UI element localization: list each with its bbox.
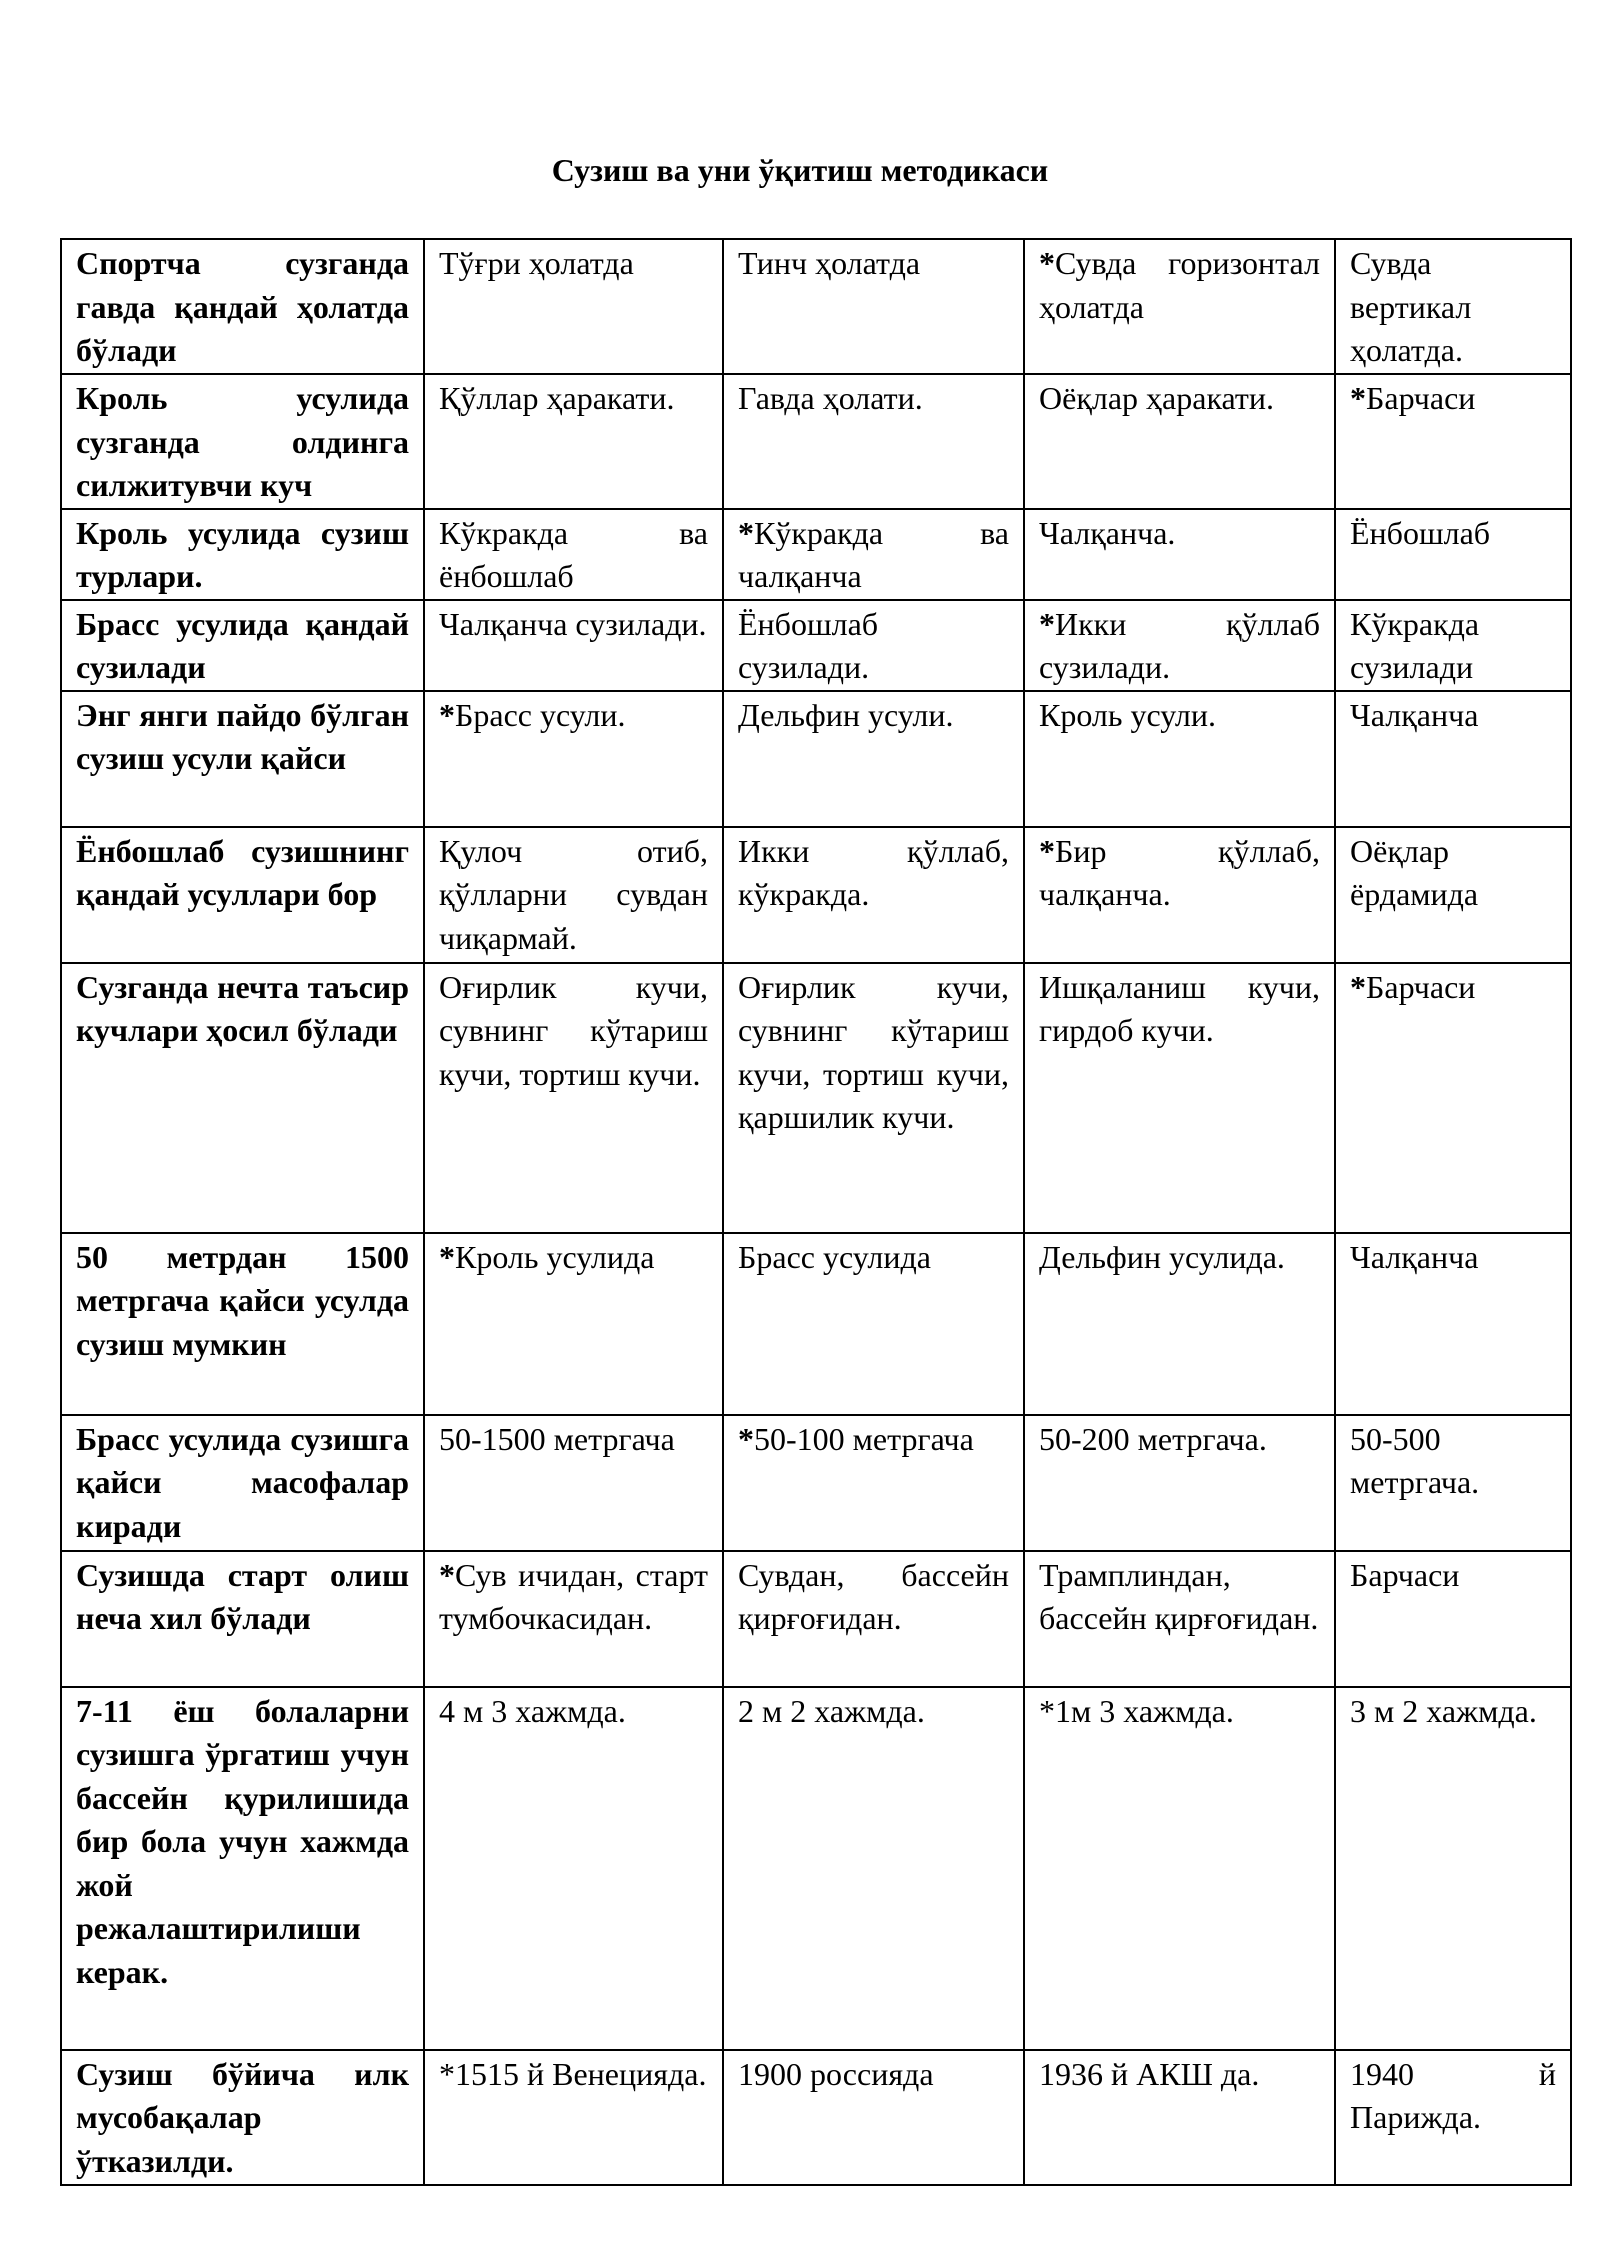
answer-cell [1335, 691, 1571, 827]
answer-cell [424, 509, 723, 600]
answer-cell [424, 600, 723, 691]
answer-text: Бир қўллаб, чалқанча. [1039, 832, 1320, 912]
answer-cell [424, 691, 723, 827]
table-row [61, 827, 1571, 963]
answer-cell [1335, 1415, 1571, 1551]
answer-text: *1м 3 хажмда. [1039, 1692, 1234, 1729]
answer-cell [1335, 963, 1571, 1233]
quiz-table-body [61, 239, 1571, 2185]
answer-cell [723, 509, 1024, 600]
page-title: Сузиш ва уни ўқитиш методикаси [551, 152, 1049, 188]
answer-text: Чалқанча [1350, 696, 1479, 733]
table-row [61, 509, 1571, 600]
answer-cell [1024, 2050, 1335, 2185]
answer-text: 1936 й АКШ да. [1039, 2055, 1260, 2092]
answer-cell [424, 1687, 723, 2050]
quiz-table [60, 238, 1572, 2186]
answer-text: 4 м 3 хажмда. [439, 1692, 626, 1729]
answer-cell [1024, 1233, 1335, 1415]
answer-cell [1024, 374, 1335, 509]
answer-text: Сувда вертикал ҳолатда. [1350, 245, 1472, 368]
question-cell: Энг янги пайдо бўлган сузиш усули қайси [61, 691, 424, 827]
answer-text: 50-200 метргача. [1039, 1420, 1267, 1457]
correct-answer-marker: * [439, 1238, 455, 1275]
answer-cell [723, 963, 1024, 1233]
question-cell: Сузишда старт олиш неча хил бўлади [61, 1551, 424, 1687]
answer-cell [1024, 963, 1335, 1233]
answer-cell [723, 691, 1024, 827]
answer-cell [1024, 1551, 1335, 1687]
question-cell: Сузганда нечта таъсир кучлари ҳосил бўлади [61, 963, 424, 1233]
answer-text: Гавда ҳолати. [738, 380, 923, 416]
question-cell: Ёнбошлаб сузишнинг қандай усуллари бор [61, 827, 424, 963]
answer-text: Икки қўллаб, кўкракда. [738, 832, 1009, 912]
answer-cell [723, 239, 1024, 374]
answer-cell [723, 2050, 1024, 2185]
answer-text: *1515 й Венецияда. [439, 2055, 707, 2092]
answer-cell [424, 1551, 723, 1687]
answer-text: 50-500 метргача. [1350, 1420, 1480, 1500]
correct-answer-marker: * [439, 1556, 455, 1593]
answer-text: Чалқанча. [1039, 514, 1176, 551]
table-row [61, 1415, 1571, 1551]
answer-cell [1335, 1687, 1571, 2050]
answer-text: Барчаси [1366, 968, 1476, 1005]
correct-answer-marker: * [1039, 245, 1055, 281]
answer-text: Сувда горизонтал ҳолатда [1039, 245, 1320, 325]
answer-text: Кроль усулида [455, 1238, 655, 1275]
answer-cell [1335, 239, 1571, 374]
answer-text: Кўкракда ва ёнбошлаб [439, 514, 708, 594]
answer-text: Оғирлик кучи, сувнинг кўтариш кучи, тортиш кучи. [439, 968, 708, 1092]
answer-cell [424, 374, 723, 509]
correct-answer-marker: * [1350, 380, 1366, 416]
answer-cell [723, 1687, 1024, 2050]
answer-text: Трамплиндан, бассейн қирғоғидан. [1039, 1556, 1319, 1636]
table-row [61, 374, 1571, 509]
answer-cell [723, 1415, 1024, 1551]
answer-text: Қўллар ҳаракати. [439, 380, 675, 416]
question-cell: Брасс усулида сузишга қайси масофалар киради [61, 1415, 424, 1551]
table-row [61, 1551, 1571, 1687]
answer-text: 2 м 2 хажмда. [738, 1692, 925, 1729]
answer-text: Барчаси [1350, 1556, 1460, 1593]
answer-cell [1024, 509, 1335, 600]
answer-cell [1024, 1687, 1335, 2050]
answer-text: Брасс усулида [738, 1238, 931, 1275]
answer-cell [424, 963, 723, 1233]
answer-cell [1335, 2050, 1571, 2185]
answer-cell [1335, 1233, 1571, 1415]
answer-text: 3 м 2 хажмда. [1350, 1692, 1537, 1729]
answer-cell [723, 827, 1024, 963]
answer-text: Сувдан, бассейн қирғоғидан. [738, 1556, 1009, 1636]
answer-text: Дельфин усулида. [1039, 1238, 1285, 1275]
answer-text: Барчаси [1366, 380, 1476, 416]
answer-text: 50-100 метргача [754, 1420, 974, 1457]
answer-text: Брасс усули. [455, 696, 626, 733]
answer-cell [424, 1233, 723, 1415]
question-cell: 7-11 ёш болаларни сузишга ўргатиш учун бассейн қурилишида бир бола учун хажмда жой режалаштирилиши керак. [61, 1687, 424, 2050]
answer-text: Дельфин усули. [738, 696, 954, 733]
answer-text: Тинч ҳолатда [738, 245, 921, 281]
answer-cell [424, 2050, 723, 2185]
answer-cell [1335, 374, 1571, 509]
answer-cell [424, 827, 723, 963]
answer-text: Тўғри ҳолатда [439, 245, 634, 281]
answer-text: Кўкракда сузилади [1350, 605, 1480, 685]
correct-answer-marker: * [738, 1420, 754, 1457]
answer-cell [424, 239, 723, 374]
answer-text: 1940 й Парижда. [1350, 2055, 1556, 2135]
answer-cell [723, 374, 1024, 509]
answer-cell [1024, 600, 1335, 691]
answer-text: Кўкракда ва чалқанча [738, 514, 1009, 594]
answer-text: Ишқаланиш кучи, гирдоб кучи. [1039, 968, 1320, 1048]
answer-cell [1335, 600, 1571, 691]
answer-text: 50-1500 метргача [439, 1420, 675, 1457]
answer-cell [1335, 509, 1571, 600]
answer-cell [1024, 1415, 1335, 1551]
answer-text: 1900 россияда [738, 2055, 934, 2092]
table-row [61, 600, 1571, 691]
question-cell: 50 метрдан 1500 метргача қайси усулда сузиш мумкин [61, 1233, 424, 1415]
table-row [61, 2050, 1571, 2185]
question-cell: Кроль усулида сузиш турлари. [61, 509, 424, 600]
answer-cell [723, 600, 1024, 691]
answer-cell [1024, 691, 1335, 827]
answer-text: Икки қўллаб сузилади. [1039, 605, 1320, 685]
answer-cell [1024, 239, 1335, 374]
answer-cell [1335, 1551, 1571, 1687]
answer-text: Оғирлик кучи, сувнинг кўтариш кучи, тортиш кучи, қаршилик кучи. [738, 968, 1009, 1135]
correct-answer-marker: * [1350, 968, 1366, 1005]
correct-answer-marker: * [1039, 832, 1055, 869]
answer-text: Қулоч отиб, қўлларни сувдан чиқармай. [439, 832, 708, 956]
question-cell: Спортча сузганда гавда қандай ҳолатда бўлади [61, 239, 424, 374]
answer-text: Оёқлар ҳаракати. [1039, 380, 1274, 416]
table-row [61, 1687, 1571, 2050]
answer-text: Сув ичидан, старт тумбочкасидан. [439, 1556, 708, 1636]
answer-text: Ёнбошлаб [1350, 514, 1491, 551]
answer-cell [1024, 827, 1335, 963]
question-cell: Кроль усулида сузганда олдинга силжитувчи куч [61, 374, 424, 509]
table-row [61, 691, 1571, 827]
answer-cell [723, 1233, 1024, 1415]
table-row [61, 239, 1571, 374]
table-row [61, 1233, 1571, 1415]
question-cell: Брасс усулида қандай сузилади [61, 600, 424, 691]
answer-text: Чалқанча сузилади. [439, 605, 707, 642]
answer-text: Чалқанча [1350, 1238, 1479, 1275]
answer-text: Оёқлар ёрдамида [1350, 832, 1479, 912]
answer-text: Ёнбошлаб сузилади. [738, 605, 879, 685]
answer-cell [723, 1551, 1024, 1687]
correct-answer-marker: * [738, 514, 754, 551]
question-cell: Сузиш бўйича илк мусобақалар ўтказилди. [61, 2050, 424, 2185]
correct-answer-marker: * [1039, 605, 1055, 642]
table-row [61, 963, 1571, 1233]
answer-cell [424, 1415, 723, 1551]
answer-cell [1335, 827, 1571, 963]
answer-text: Кроль усули. [1039, 696, 1216, 733]
correct-answer-marker: * [439, 696, 455, 733]
